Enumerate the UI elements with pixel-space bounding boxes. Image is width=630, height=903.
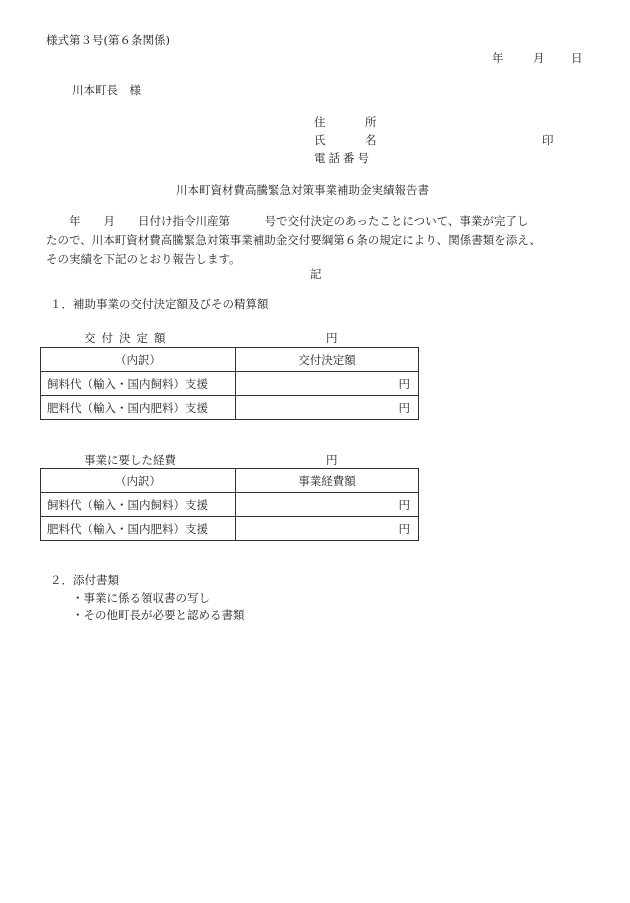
section2-heading: ２．添付書類 bbox=[50, 573, 119, 587]
document-title: 川本町資材費高騰緊急対策事業補助金実績報告書 bbox=[176, 183, 429, 197]
body-line-2: たので、川本町資材費高騰緊急対策事業補助金交付要綱第６条の規定により、関係書類を添え、 bbox=[46, 233, 541, 247]
table-1-row-1-value: 円 bbox=[236, 372, 419, 396]
seal-label: 印 bbox=[542, 133, 554, 147]
table-row bbox=[41, 372, 419, 396]
amount-label-1: 交付決定額 bbox=[84, 331, 172, 345]
table-1-header-amount: 交付決定額 bbox=[236, 348, 419, 372]
form-number: 様式第３号(第６条関係) bbox=[46, 33, 170, 47]
date-month: 月 bbox=[533, 51, 545, 65]
table-1 bbox=[40, 347, 419, 420]
table-2-row-1-value: 円 bbox=[236, 493, 419, 517]
table-1-row-2-label: 肥料代（輸入・国内肥料）支援 bbox=[41, 396, 236, 420]
table-2-row-2-value: 円 bbox=[236, 517, 419, 541]
attachment-item-1: ・事業に係る領収書の写し bbox=[72, 591, 210, 605]
addressee: 川本町長 様 bbox=[72, 83, 141, 97]
table-row bbox=[41, 517, 419, 541]
section1-heading: １．補助事業の交付決定額及びその精算額 bbox=[50, 297, 269, 311]
table-2-row-2-label: 肥料代（輸入・国内肥料）支援 bbox=[41, 517, 236, 541]
table-2-header bbox=[41, 469, 419, 493]
ki-mark: 記 bbox=[310, 267, 322, 281]
table-2-header-amount: 事業経費額 bbox=[236, 469, 419, 493]
table-row bbox=[41, 493, 419, 517]
amount-yen-2: 円 bbox=[326, 453, 338, 467]
table-1-header bbox=[41, 348, 419, 372]
address-label: 住 所 bbox=[314, 115, 391, 129]
amount-yen-1: 円 bbox=[326, 331, 338, 345]
name-label: 氏 名 bbox=[314, 133, 391, 147]
table-1-row-2-value: 円 bbox=[236, 396, 419, 420]
body-line-3: その実績を下記のとおり報告します。 bbox=[46, 252, 241, 266]
attachment-item-2: ・その他町長が必要と認める書類 bbox=[72, 608, 245, 622]
table-row bbox=[41, 396, 419, 420]
phone-label: 電話番号 bbox=[314, 151, 372, 165]
table-1-row-1-label: 飼料代（輸入・国内飼料）支援 bbox=[41, 372, 236, 396]
body-line-1: 年 月 日付け指令川産第 号で交付決定のあったことについて、事業が完了し bbox=[46, 214, 529, 228]
table-2-row-1-label: 飼料代（輸入・国内飼料）支援 bbox=[41, 493, 236, 517]
table-1-header-breakdown: （内訳） bbox=[41, 348, 236, 372]
date-year: 年 bbox=[492, 51, 504, 65]
table-2 bbox=[40, 468, 419, 541]
date-day: 日 bbox=[571, 51, 583, 65]
amount-label-2: 事業に要した経費 bbox=[84, 453, 176, 467]
body-paragraph bbox=[46, 212, 586, 269]
table-2-header-breakdown: （内訳） bbox=[41, 469, 236, 493]
